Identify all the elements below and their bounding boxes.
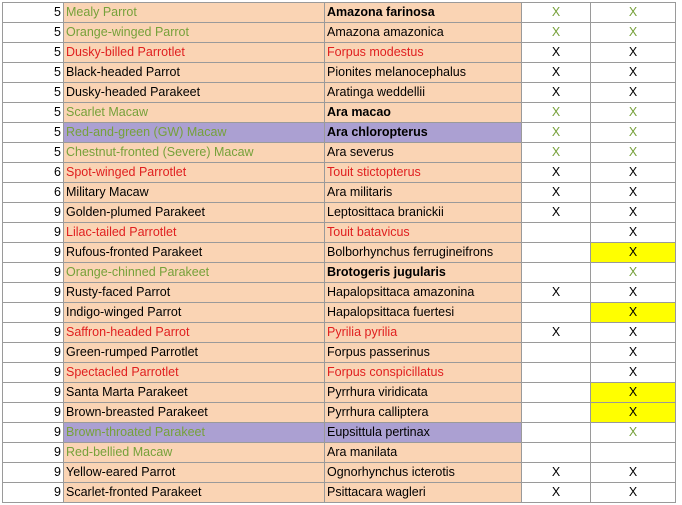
cell-number[interactable]: 9	[3, 223, 64, 243]
cell-common-name[interactable]: Santa Marta Parakeet	[64, 383, 325, 403]
cell-number[interactable]: 9	[3, 463, 64, 483]
cell-scientific-name[interactable]: Pyrrhura calliptera	[325, 403, 522, 423]
cell-check-1[interactable]	[522, 443, 591, 463]
table-row	[3, 423, 676, 443]
cell-scientific-name[interactable]: Ara militaris	[325, 183, 522, 203]
cell-check-1[interactable]	[522, 343, 591, 363]
cell-number[interactable]: 5	[3, 143, 64, 163]
cell-scientific-name[interactable]: Amazona amazonica	[325, 23, 522, 43]
cell-number[interactable]: 6	[3, 183, 64, 203]
cell-common-name[interactable]: Mealy Parrot	[64, 3, 325, 23]
cell-check-1[interactable]: X	[522, 43, 591, 63]
cell-check-2[interactable]: X	[591, 183, 676, 203]
cell-check-2[interactable]: X	[591, 23, 676, 43]
cell-scientific-name[interactable]: Hapalopsittaca amazonina	[325, 283, 522, 303]
cell-number[interactable]: 9	[3, 263, 64, 283]
table-row	[3, 363, 676, 383]
cell-check-1[interactable]: X	[522, 123, 591, 143]
sheet-body	[3, 3, 676, 503]
cell-scientific-name[interactable]: Touit stictopterus	[325, 163, 522, 183]
cell-check-2[interactable]: X	[591, 43, 676, 63]
cell-common-name[interactable]: Scarlet-fronted Parakeet	[64, 483, 325, 503]
cell-check-2[interactable]: X	[591, 283, 676, 303]
cell-common-name[interactable]: Yellow-eared Parrot	[64, 463, 325, 483]
cell-check-1[interactable]	[522, 223, 591, 243]
cell-scientific-name[interactable]: Ara macao	[325, 103, 522, 123]
table-row	[3, 23, 676, 43]
cell-check-2[interactable]: X	[591, 163, 676, 183]
cell-number[interactable]: 9	[3, 203, 64, 223]
cell-scientific-name[interactable]: Aratinga weddellii	[325, 83, 522, 103]
table-row	[3, 223, 676, 243]
cell-check-2[interactable]: X	[591, 83, 676, 103]
cell-number[interactable]: 5	[3, 103, 64, 123]
cell-common-name[interactable]: Orange-winged Parrot	[64, 23, 325, 43]
cell-scientific-name[interactable]: Ara chloropterus	[325, 123, 522, 143]
table-row	[3, 63, 676, 83]
cell-common-name[interactable]: Lilac-tailed Parrotlet	[64, 223, 325, 243]
cell-scientific-name[interactable]: Ara severus	[325, 143, 522, 163]
cell-check-1[interactable]: X	[522, 103, 591, 123]
cell-number[interactable]: 6	[3, 163, 64, 183]
cell-check-2[interactable]	[591, 443, 676, 463]
spreadsheet-grid	[2, 2, 676, 503]
table-row	[3, 443, 676, 463]
cell-common-name[interactable]: Military Macaw	[64, 183, 325, 203]
table-row	[3, 3, 676, 23]
table-row	[3, 143, 676, 163]
cell-common-name[interactable]: Red-and-green (GW) Macaw	[64, 123, 325, 143]
cell-check-1[interactable]: X	[522, 23, 591, 43]
cell-common-name[interactable]: Dusky-headed Parakeet	[64, 83, 325, 103]
cell-number[interactable]: 9	[3, 443, 64, 463]
cell-check-1[interactable]	[522, 423, 591, 443]
cell-check-2[interactable]: X	[591, 463, 676, 483]
cell-common-name[interactable]: Dusky-billed Parrotlet	[64, 43, 325, 63]
cell-common-name[interactable]: Rufous-fronted Parakeet	[64, 243, 325, 263]
cell-check-2[interactable]: X	[591, 303, 676, 323]
cell-common-name[interactable]: Saffron-headed Parrot	[64, 323, 325, 343]
cell-common-name[interactable]: Scarlet Macaw	[64, 103, 325, 123]
cell-common-name[interactable]: Red-bellied Macaw	[64, 443, 325, 463]
cell-check-1[interactable]: X	[522, 283, 591, 303]
cell-number[interactable]: 5	[3, 123, 64, 143]
cell-common-name[interactable]: Spectacled Parrotlet	[64, 363, 325, 383]
cell-check-2[interactable]: X	[591, 343, 676, 363]
cell-check-1[interactable]: X	[522, 83, 591, 103]
cell-check-1[interactable]: X	[522, 163, 591, 183]
cell-check-2[interactable]: X	[591, 143, 676, 163]
table-row	[3, 123, 676, 143]
cell-check-2[interactable]: X	[591, 323, 676, 343]
cell-scientific-name[interactable]: Amazona farinosa	[325, 3, 522, 23]
cell-number[interactable]: 9	[3, 343, 64, 363]
cell-common-name[interactable]: Brown-throated Parakeet	[64, 423, 325, 443]
cell-scientific-name[interactable]: Ognorhynchus icterotis	[325, 463, 522, 483]
cell-number[interactable]: 5	[3, 43, 64, 63]
cell-scientific-name[interactable]: Leptosittaca branickii	[325, 203, 522, 223]
cell-scientific-name[interactable]: Ara manilata	[325, 443, 522, 463]
cell-scientific-name[interactable]: Forpus passerinus	[325, 343, 522, 363]
table-row	[3, 343, 676, 363]
cell-number[interactable]: 9	[3, 243, 64, 263]
cell-common-name[interactable]: Orange-chinned Parakeet	[64, 263, 325, 283]
cell-number[interactable]: 9	[3, 303, 64, 323]
cell-number[interactable]: 5	[3, 3, 64, 23]
cell-check-1[interactable]	[522, 363, 591, 383]
cell-check-2[interactable]: X	[591, 363, 676, 383]
cell-check-1[interactable]: X	[522, 183, 591, 203]
cell-check-1[interactable]	[522, 243, 591, 263]
cell-check-1[interactable]	[522, 303, 591, 323]
cell-scientific-name[interactable]: Pionites melanocephalus	[325, 63, 522, 83]
cell-number[interactable]: 5	[3, 63, 64, 83]
table-row	[3, 283, 676, 303]
cell-check-2[interactable]: X	[591, 63, 676, 83]
cell-scientific-name[interactable]: Pyrilia pyrilia	[325, 323, 522, 343]
cell-check-2[interactable]: X	[591, 243, 676, 263]
cell-number[interactable]: 9	[3, 323, 64, 343]
cell-check-1[interactable]: X	[522, 143, 591, 163]
table-row	[3, 403, 676, 423]
cell-scientific-name[interactable]: Psittacara wagleri	[325, 483, 522, 503]
cell-check-2[interactable]: X	[591, 223, 676, 243]
cell-common-name[interactable]: Rusty-faced Parrot	[64, 283, 325, 303]
cell-common-name[interactable]: Black-headed Parrot	[64, 63, 325, 83]
cell-common-name[interactable]: Golden-plumed Parakeet	[64, 203, 325, 223]
cell-number[interactable]: 9	[3, 363, 64, 383]
cell-check-2[interactable]: X	[591, 103, 676, 123]
cell-number[interactable]: 9	[3, 423, 64, 443]
cell-check-2[interactable]: X	[591, 483, 676, 503]
table-row	[3, 383, 676, 403]
cell-check-1[interactable]	[522, 403, 591, 423]
table-row	[3, 43, 676, 63]
cell-number[interactable]: 9	[3, 383, 64, 403]
cell-check-1[interactable]: X	[522, 323, 591, 343]
cell-scientific-name[interactable]: Forpus conspicillatus	[325, 363, 522, 383]
cell-number[interactable]: 9	[3, 283, 64, 303]
cell-check-2[interactable]: X	[591, 123, 676, 143]
cell-check-2[interactable]: X	[591, 263, 676, 283]
cell-common-name[interactable]: Indigo-winged Parrot	[64, 303, 325, 323]
table-row	[3, 243, 676, 263]
cell-scientific-name[interactable]: Touit batavicus	[325, 223, 522, 243]
cell-scientific-name[interactable]: Brotogeris jugularis	[325, 263, 522, 283]
cell-common-name[interactable]: Green-rumped Parrotlet	[64, 343, 325, 363]
cell-common-name[interactable]: Brown-breasted Parakeet	[64, 403, 325, 423]
cell-check-1[interactable]	[522, 263, 591, 283]
table-row	[3, 183, 676, 203]
cell-common-name[interactable]: Spot-winged Parrotlet	[64, 163, 325, 183]
cell-number[interactable]: 5	[3, 83, 64, 103]
cell-number[interactable]: 9	[3, 403, 64, 423]
cell-check-1[interactable]: X	[522, 203, 591, 223]
table-row	[3, 303, 676, 323]
cell-common-name[interactable]: Chestnut-fronted (Severe) Macaw	[64, 143, 325, 163]
cell-check-1[interactable]: X	[522, 463, 591, 483]
table-row	[3, 203, 676, 223]
cell-check-2[interactable]: X	[591, 3, 676, 23]
cell-check-2[interactable]: X	[591, 403, 676, 423]
table-row	[3, 263, 676, 283]
cell-scientific-name[interactable]: Pyrrhura viridicata	[325, 383, 522, 403]
table-row	[3, 163, 676, 183]
cell-scientific-name[interactable]: Eupsittula pertinax	[325, 423, 522, 443]
cell-scientific-name[interactable]: Hapalopsittaca fuertesi	[325, 303, 522, 323]
cell-scientific-name[interactable]: Forpus modestus	[325, 43, 522, 63]
cell-number[interactable]: 9	[3, 483, 64, 503]
table-row	[3, 483, 676, 503]
cell-number[interactable]: 5	[3, 23, 64, 43]
cell-check-1[interactable]: X	[522, 3, 591, 23]
cell-scientific-name[interactable]: Bolborhynchus ferrugineifrons	[325, 243, 522, 263]
table-row	[3, 83, 676, 103]
table-row	[3, 463, 676, 483]
cell-check-1[interactable]: X	[522, 483, 591, 503]
cell-check-2[interactable]: X	[591, 423, 676, 443]
cell-check-2[interactable]: X	[591, 383, 676, 403]
table-row	[3, 323, 676, 343]
cell-check-2[interactable]: X	[591, 203, 676, 223]
table-row	[3, 103, 676, 123]
cell-check-1[interactable]: X	[522, 63, 591, 83]
cell-check-1[interactable]	[522, 383, 591, 403]
